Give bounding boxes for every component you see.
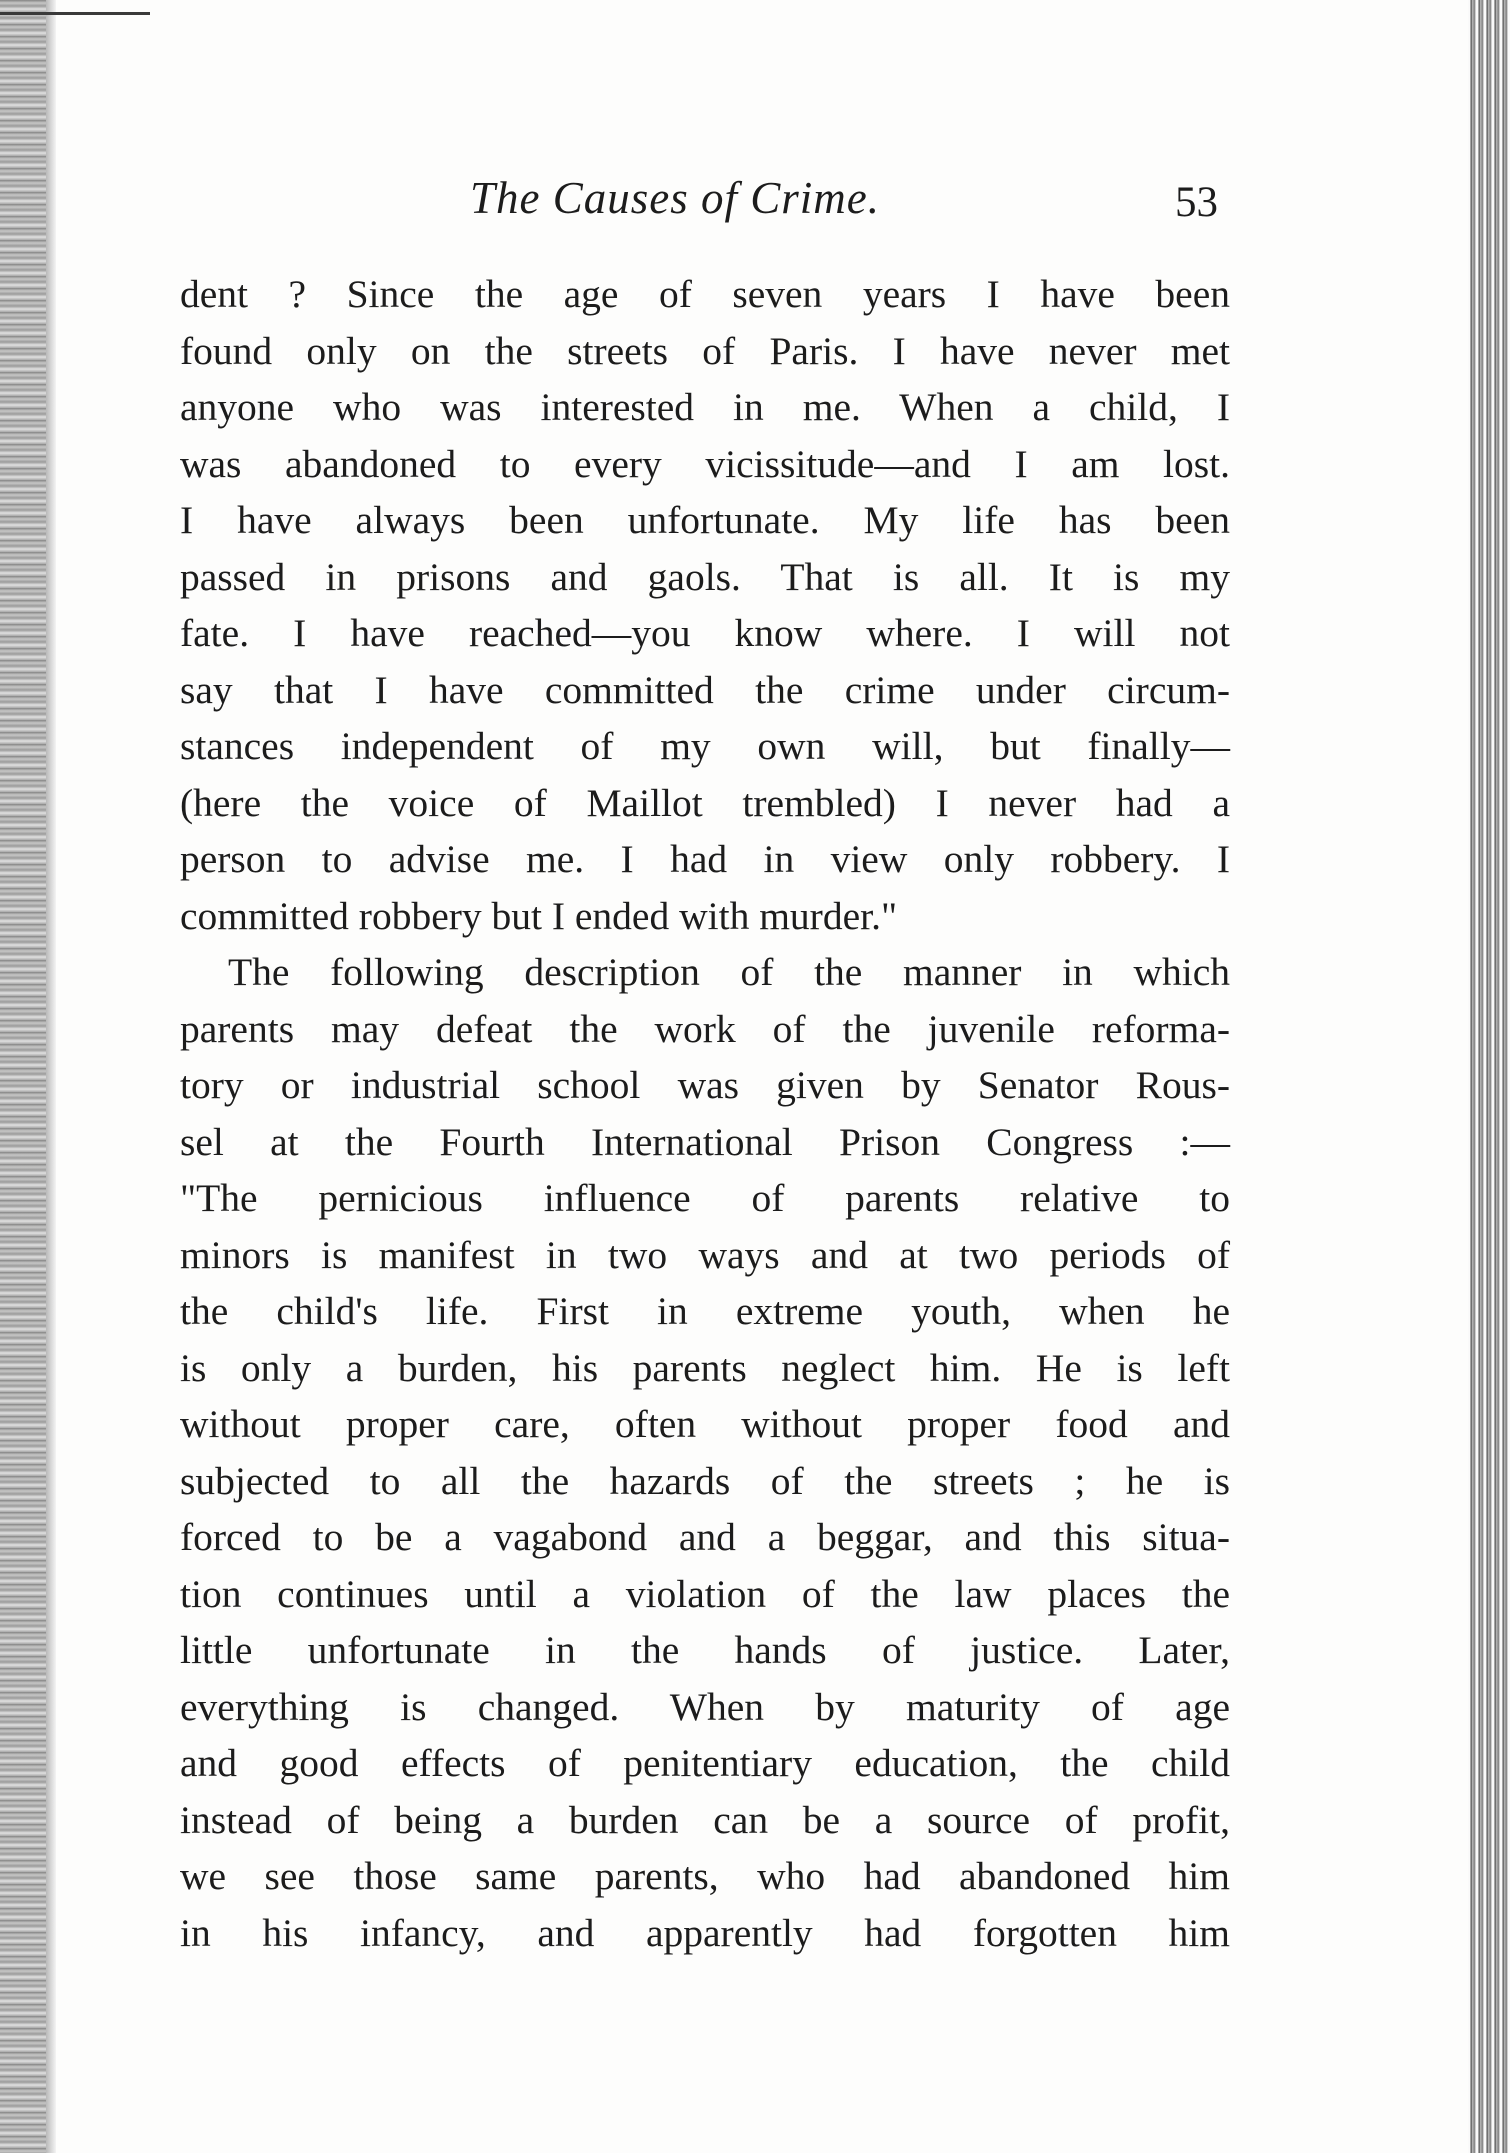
text-line: I have always been unfortunate. My life has been — [180, 498, 1230, 542]
text-line: we see those same parents, who had abandoned him — [180, 1854, 1230, 1898]
text-line: minors is manifest in two ways and at two periods of — [180, 1232, 1230, 1277]
text-line: person to advise me. I had in view only robbery. I — [180, 837, 1230, 881]
page-number: 53 — [1175, 179, 1218, 226]
right-page-edges — [1468, 0, 1510, 2153]
text-line: in his infancy, and apparently had forgotten him — [180, 1910, 1230, 1955]
text-line: say that I have committed the crime under circum- — [180, 667, 1230, 712]
text-line: instead of being a burden can be a source of profit, — [180, 1797, 1230, 1842]
text-line: "The pernicious influence of parents relative to — [180, 1176, 1230, 1220]
text-line: everything is changed. When by maturity of age — [180, 1684, 1230, 1729]
text-line: stances independent of my own will, but finally— — [180, 724, 1230, 768]
text-line: the child's life. First in extreme youth, when he — [180, 1289, 1230, 1333]
text-line: subjected to all the hazards of the streets ; he is — [180, 1458, 1230, 1503]
text-line: little unfortunate in the hands of justice. Later, — [180, 1628, 1230, 1672]
text-line: is only a burden, his parents neglect him. He is left — [180, 1345, 1230, 1390]
corner-mark — [0, 12, 150, 15]
text-line: forced to be a vagabond and a beggar, and this situa- — [180, 1515, 1230, 1559]
text-line: passed in prisons and gaols. That is all. It is my — [180, 554, 1230, 599]
text-line: sel at the Fourth International Prison Congress :— — [180, 1119, 1230, 1164]
text-line: found only on the streets of Paris. I have never met — [180, 328, 1230, 373]
text-line: committed robbery but I ended with murder." — [180, 893, 898, 938]
text-line: tory or industrial school was given by Senator Rous- — [180, 1063, 1230, 1107]
body-text — [180, 266, 1230, 1961]
text-line: without proper care, often without proper food and — [180, 1402, 1230, 1446]
left-binding-shadow — [46, 0, 56, 2153]
running-head: The Causes of Crime. — [470, 173, 881, 223]
text-line: tion continues until a violation of the law places the — [180, 1571, 1230, 1616]
text-line: and good effects of penitentiary education, the child — [180, 1741, 1230, 1785]
text-line: The following description of the manner in which — [228, 950, 1230, 994]
left-binding-edge — [0, 0, 46, 2153]
text-line: dent ? Since the age of seven years I have been — [180, 272, 1230, 316]
text-line: fate. I have reached—you know where. I will not — [180, 611, 1230, 655]
text-line: (here the voice of Maillot trembled) I never had a — [180, 780, 1230, 825]
text-line: was abandoned to every vicissitude—and I am lost. — [180, 441, 1230, 486]
text-line: anyone who was interested in me. When a child, I — [180, 385, 1230, 429]
text-line: parents may defeat the work of the juvenile reforma- — [180, 1006, 1230, 1051]
